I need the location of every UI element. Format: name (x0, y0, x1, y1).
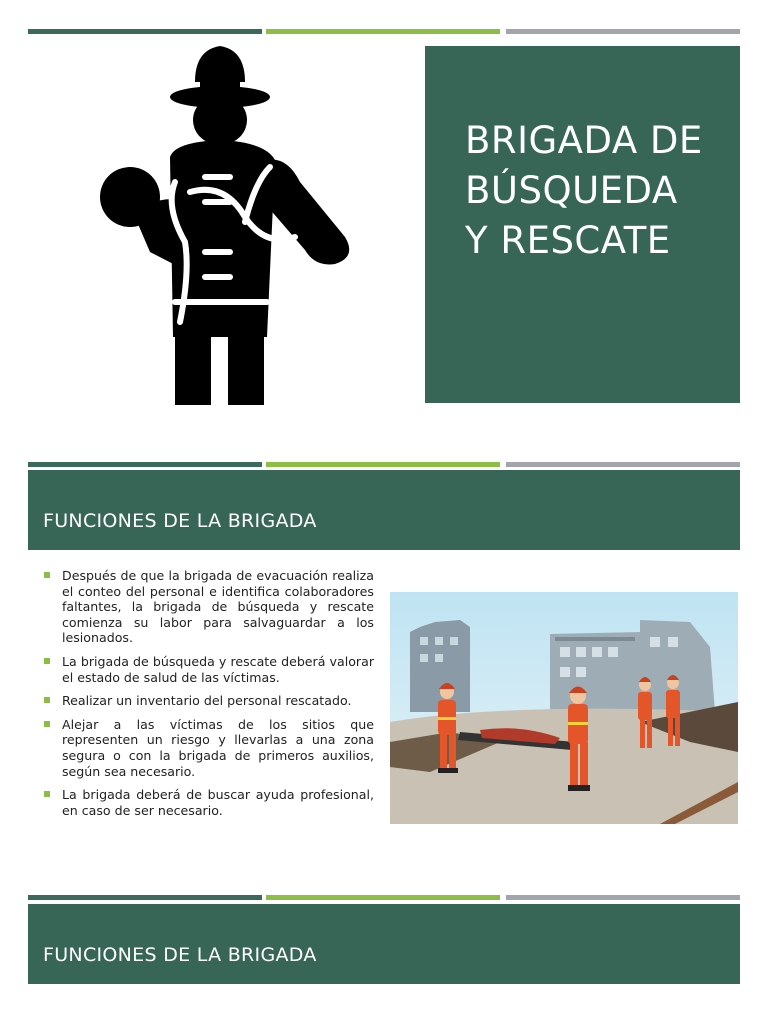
bullet-square-icon (44, 721, 50, 727)
title-line-1: BRIGADA DE (465, 119, 703, 162)
list-item: Realizar un inventario del personal rescatado. (44, 693, 374, 709)
list-item: La brigada de búsqueda y rescate deberá valorar el estado de salud de las víctimas. (44, 654, 374, 685)
section-heading: FUNCIONES DE LA BRIGADA (43, 944, 317, 966)
list-item: La brigada deberá de buscar ayuda profesional, en caso de ser necesario. (44, 787, 374, 818)
rescue-illustration (390, 592, 738, 824)
divider-dark (28, 29, 262, 34)
title-line-3: Y RESCATE (465, 219, 671, 262)
bullet-square-icon (44, 572, 50, 578)
list-item: Alejar a las víctimas de los sitios que representen un riesgo y llevarlas a una zona segura o con la brigada de primeros auxilios, según sea necesario. (44, 717, 374, 779)
section-header (28, 904, 740, 984)
bullet-list (44, 568, 374, 826)
bullet-square-icon (44, 791, 50, 797)
title-line-2: BÚSQUEDA (465, 169, 678, 212)
divider-green (266, 29, 500, 34)
divider-gray (506, 29, 740, 34)
firefighter-icon (95, 42, 350, 407)
title-panel (425, 46, 740, 403)
divider-gray (506, 462, 740, 467)
list-item: Después de que la brigada de evacuación realiza el conteo del personal e identifica colaboradores faltantes, la brigada de búsqueda y rescate comienza su labor para salvaguardar a los lesionados. (44, 568, 374, 646)
divider-dark (28, 895, 262, 900)
divider-green (266, 462, 500, 467)
bullet-square-icon (44, 697, 50, 703)
bullet-square-icon (44, 658, 50, 664)
divider-dark (28, 462, 262, 467)
section-header (28, 470, 740, 550)
divider-gray (506, 895, 740, 900)
section-heading: FUNCIONES DE LA BRIGADA (43, 510, 317, 532)
slide-title (465, 116, 735, 266)
divider-green (266, 895, 500, 900)
